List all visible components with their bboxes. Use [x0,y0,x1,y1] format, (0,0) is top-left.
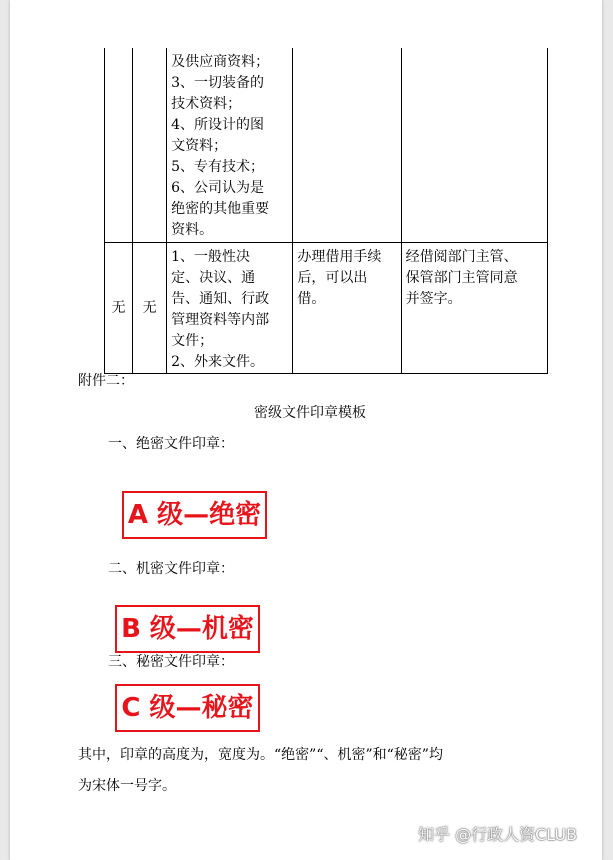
table-cell-borrow [293,243,401,374]
cell-line: 文资料； [171,138,228,154]
cell-line: 5、专有技术； [171,159,265,175]
table-row [105,48,548,243]
document-page [10,0,602,860]
cell-line: 定、决议、通 [171,270,256,286]
section-heading-top-secret: 一、绝密文件印章： [108,436,234,452]
security-table [104,48,548,374]
doc-title: 密级文件印章模板 [254,405,366,421]
cell-line: 绝密的其他重要 [171,201,270,217]
cell-line: 保管部门主管同意 [405,270,518,286]
cell-line: 并签字。 [405,291,462,307]
cell-line: 办理借用手续 [297,249,382,265]
cell-line: 1、一般性决 [171,249,251,265]
cell-line: 2、外来文件。 [171,354,265,370]
cell-line: 文件； [171,333,214,349]
table-cell-approval [401,48,547,243]
table-cell-code: 无 [133,243,167,374]
cell-line: 借。 [297,291,326,307]
table-row [105,243,548,374]
cell-line: 技术资料； [171,96,242,112]
table-cell-level [105,48,133,243]
stamp-secret: B 级—机密 [115,605,260,653]
table-cell-code [133,48,167,243]
cell-line: 6、公司认为是 [171,180,265,196]
cell-line: 3、一切装备的 [171,75,265,91]
cell-line: 经借阅部门主管、 [405,249,518,265]
section-heading-secret: 二、机密文件印章： [108,561,234,577]
closing-line-1: 其中，印章的高度为，宽度为。“绝密”“、机密”和“秘密”均 [78,747,443,763]
cell-line: 4、所设计的图 [171,117,265,133]
section-heading-confidential: 三、秘密文件印章： [108,654,234,670]
table-cell-borrow [293,48,401,243]
table-cell-scope [167,243,293,374]
table-cell-scope [167,48,293,243]
cell-line: 及供应商资料； [171,54,270,70]
cell-line: 资料。 [171,222,214,238]
stamp-confidential: C 级—秘密 [115,684,260,732]
cell-line: 后，可以出 [297,270,368,286]
zhihu-watermark: 知乎 @行政人资CLUB [418,825,578,844]
table-cell-level: 无 [105,243,133,374]
cell-line: 告、通知、行政 [171,291,270,307]
closing-line-2: 为宋体一号字。 [78,778,176,794]
attachment-label: 附件二： [78,373,134,389]
table-cell-approval [401,243,547,374]
stamp-top-secret: A 级—绝密 [122,491,267,539]
cell-line: 管理资料等内部 [171,312,270,328]
